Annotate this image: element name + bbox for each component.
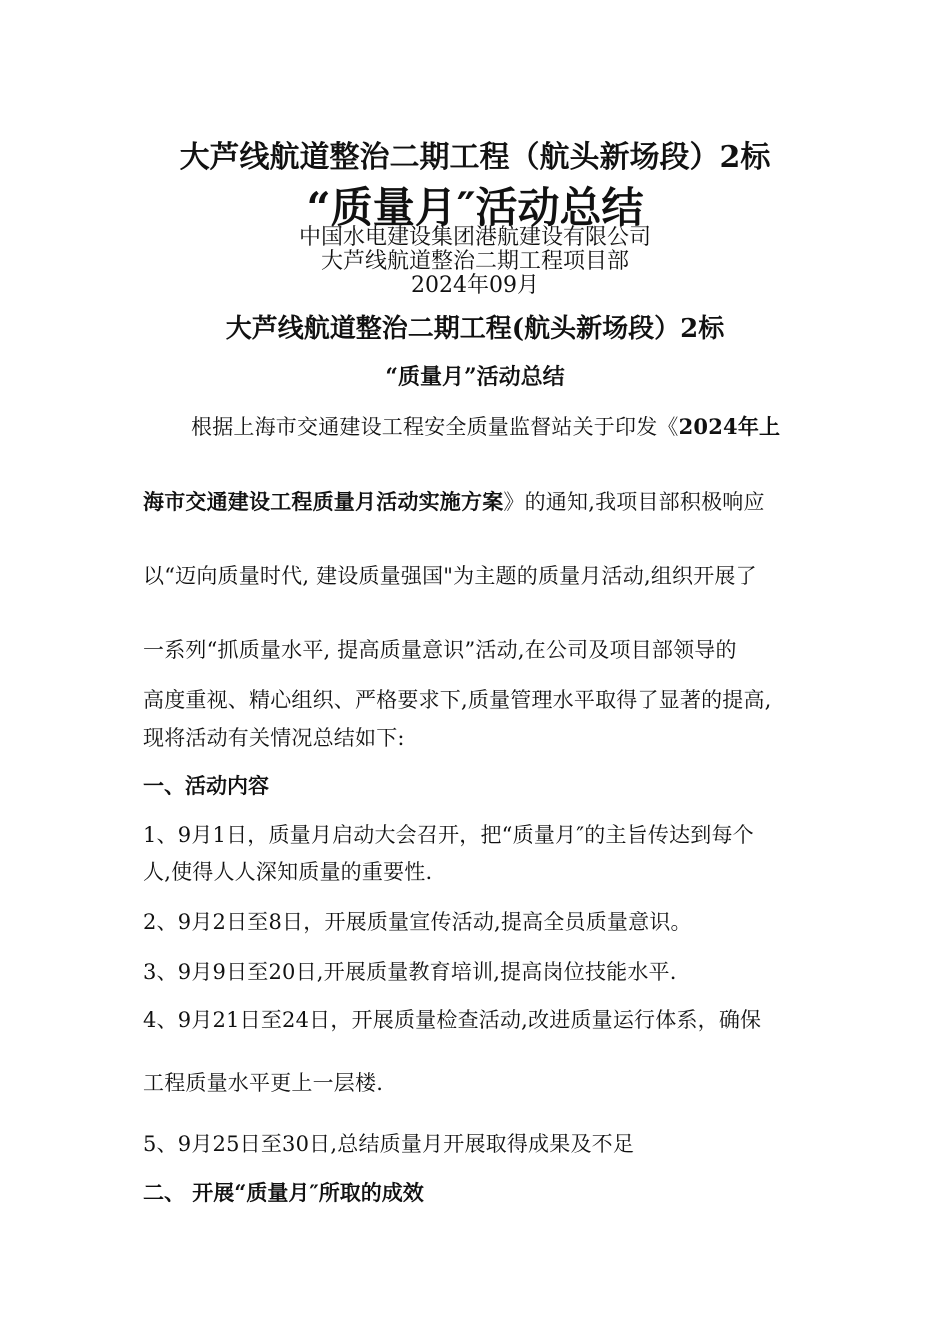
section2-heading: 二、 开展“质量月″所取的成效 bbox=[143, 1180, 424, 1205]
heading-line2: “质量月”活动总结 bbox=[385, 364, 565, 390]
section1-item1-line2: 人,使得人人深知质量的重要性. bbox=[143, 860, 433, 884]
cover-company: 中国水电建设集团港航建设有限公司 bbox=[298, 225, 651, 250]
intro-line1-plain: 根据上海市交通建设工程安全质量监督站关于印发《 bbox=[191, 415, 679, 439]
intro-line3: 以“迈向质量时代, 建设质量强国"为主题的质量月活动,组织开展了 bbox=[143, 564, 757, 588]
intro-line2 bbox=[143, 486, 765, 516]
section1-item2: 2、9月2日至8日，开展质量宣传活动,提高全员质量意识。 bbox=[143, 910, 692, 934]
intro-line1-bold: 2024年上 bbox=[678, 414, 781, 439]
cover-date: 2024年09月 bbox=[411, 273, 539, 298]
intro-line5: 高度重视、精心组织、严格要求下,质量管理水平取得了显著的提高, bbox=[143, 688, 772, 712]
section1-item5: 5、9月25日至30日,总结质量月开展取得成果及不足 bbox=[143, 1132, 635, 1156]
section1-item3: 3、9月9日至20日,开展质量教育培训,提高岗位技能水平. bbox=[143, 960, 677, 984]
intro-line4: 一系列“抓质量水平, 提高质量意识”活动,在公司及项目部领导的 bbox=[143, 638, 737, 662]
section1-item4-line1: 4、9月21日至24日，开展质量检查活动,改进质量运行体系，确保 bbox=[143, 1008, 762, 1032]
heading-line1: 大芦线航道整治二期工程(航头新场段）2标 bbox=[225, 314, 725, 344]
intro-line2-plain: 》的通知,我项目部积极响应 bbox=[503, 490, 765, 514]
intro-line1 bbox=[191, 411, 780, 441]
intro-line6: 现将活动有关情况总结如下: bbox=[143, 726, 405, 750]
section1-item4-line2: 工程质量水平更上一层楼. bbox=[143, 1071, 384, 1095]
section1-item1-line1: 1、9月1日，质量月启动大会召开，把“质量月″的主旨传达到每个 bbox=[143, 823, 754, 847]
cover-department: 大芦线航道整治二期工程项目部 bbox=[320, 249, 629, 274]
section1-heading: 一、活动内容 bbox=[143, 773, 269, 798]
intro-line2-bold: 海市交通建设工程质量月活动实施方案 bbox=[143, 489, 504, 514]
cover-title-line2: “质量月″活动总结 bbox=[306, 183, 644, 232]
cover-title-line1: 大芦线航道整治二期工程（航头新场段）2标 bbox=[179, 140, 771, 175]
